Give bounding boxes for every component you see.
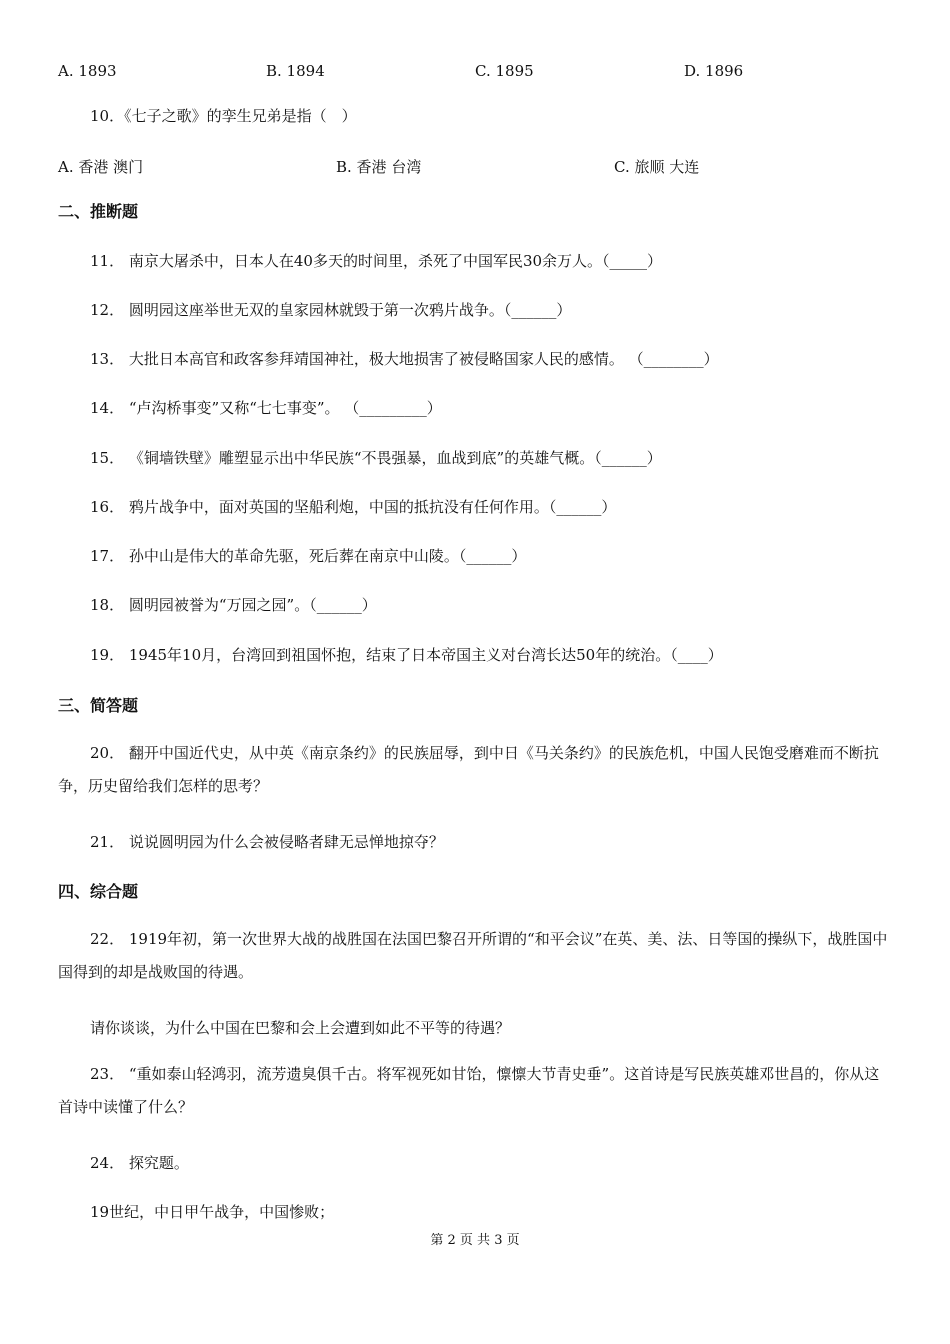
question-19: 19． 1945年10月，台湾回到祖国怀抱，结束了日本帝国主义对台湾长达50年的统治。（____）: [90, 646, 723, 664]
question-16: 16． 鸦片战争中，面对英国的坚船利炮，中国的抵抗没有任何作用。（______）: [90, 498, 617, 516]
section-2-title: 二、推断题: [58, 202, 139, 221]
question-17: 17． 孙中山是伟大的革命先驱，死后葬在南京中山陵。（______）: [90, 547, 527, 565]
question-10: 10．《七子之歌》的孪生兄弟是指（ ）: [90, 107, 357, 125]
question-20: 20． 翻开中国近代史，从中英《南京条约》的民族屈辱，到中日《马关条约》的民族危机，中国人民饱受磨难而不断抗争，历史留给我们怎样的思考？: [58, 744, 879, 795]
question-12: 12． 圆明园这座举世无双的皇家园林就毁于第一次鸦片战争。（______）: [90, 301, 572, 319]
question-14: 14． “卢沟桥事变”又称“七七事变”。 （_________）: [90, 399, 442, 417]
question-22: 22． 1919年初，第一次世界大战的战胜国在法国巴黎召开所谓的“和平会议”在英、美、法、日等国的操纵下，战胜国中国得到的却是战败国的待遇。: [58, 930, 888, 981]
q9-option-b: B. 1894: [266, 62, 325, 80]
page-footer: 第 2 页 共 3 页: [430, 1233, 520, 1248]
q10-option-b: B. 香港 台湾: [336, 158, 422, 176]
section-3-title: 三、简答题: [58, 696, 139, 715]
question-15: 15． 《铜墙铁壁》雕塑显示出中华民族“不畏强暴，血战到底”的英雄气概。（______）: [90, 449, 662, 467]
q9-option-a: A. 1893: [58, 62, 117, 80]
q10-option-a: A. 香港 澳门: [58, 158, 144, 176]
question-13: 13． 大批日本高官和政客参拜靖国神社，极大地损害了被侵略国家人民的感情。 （________）: [90, 350, 719, 368]
question-24-line: 19世纪，中日甲午战争，中国惨败；: [90, 1203, 335, 1221]
question-18: 18． 圆明园被誉为“万园之园”。（______）: [90, 596, 377, 614]
q9-option-c: C. 1895: [475, 62, 534, 80]
q10-option-c: C. 旅顺 大连: [614, 158, 700, 176]
q9-option-d: D. 1896: [684, 62, 744, 80]
question-23: 23． “重如泰山轻鸿羽，流芳遗臭俱千古。将军视死如甘饴，懔懔大节青史垂”。这首诗是写民族英雄邓世昌的，你从这首诗中读懂了什么？: [58, 1065, 880, 1116]
q9-options: [58, 62, 898, 84]
question-21: 21． 说说圆明园为什么会被侵略者肆无忌惮地掠夺？: [90, 833, 444, 851]
question-11: 11． 南京大屠杀中，日本人在40多天的时间里，杀死了中国军民30余万人。（_____）: [90, 252, 663, 270]
q10-options: [58, 156, 898, 178]
section-4-title: 四、综合题: [58, 882, 139, 901]
question-22-prompt: 请你谈谈，为什么中国在巴黎和会上会遭到如此不平等的待遇？: [90, 1019, 511, 1037]
question-24: 24． 探究题。: [90, 1154, 189, 1172]
